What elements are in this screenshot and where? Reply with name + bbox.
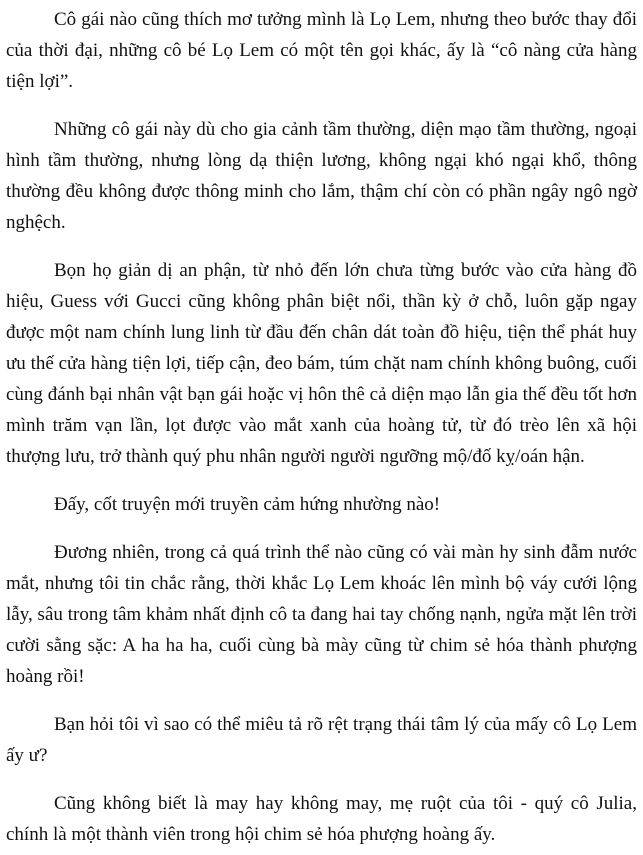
paragraph-4: Đấy, cốt truyện mới truyền cảm hứng nhường nào! xyxy=(54,494,441,515)
paragraph-5: Đương nhiên, trong cả quá trình thể nào cũng có vài màn hy sinh đẫm nước mắt, nhưng tôi tin chắc rằng, thời khắc Lọ Lem khoác lên mình bộ váy cưới lộng lẫy, sâu trong tâm khảm nhất định cô ta đang hai tay chống nạnh, ngửa mặt lên trời cười sằng sặc: A ha ha ha, cuối cùng bà mày cũng từ chim sẻ hóa thành phượng hoàng rồi! xyxy=(6,542,637,687)
paragraph-2: Những cô gái này dù cho gia cảnh tầm thường, diện mạo tầm thường, ngoại hình tầm thường, nhưng lòng dạ thiện lương, không ngại khó ngại khổ, thông thường đều không được thông minh cho lắm, thậm chí còn có phần ngây ngô ngờ nghệch. xyxy=(6,119,637,233)
paragraph-1: Cô gái nào cũng thích mơ tưởng mình là Lọ Lem, nhưng theo bước thay đổi của thời đại, những cô bé Lọ Lem có một tên gọi khác, ấy là “cô nàng cửa hàng tiện lợi”. xyxy=(6,9,637,92)
paragraph-3: Bọn họ giản dị an phận, từ nhỏ đến lớn chưa từng bước vào cửa hàng đồ hiệu, Guess với Gucci cũng không phân biệt nổi, thần kỳ ở chỗ, luôn gặp ngay được một nam chính lung linh từ đầu đến chân dát toàn đồ hiệu, tiện thể phát huy ưu thế cửa hàng tiện lợi, tiếp cận, đeo bám, túm chặt nam chính không buông, cuối cùng đánh bại nhân vật bạn gái hoặc vị hôn thê cả diện mạo lẫn gia thế đều tốt hơn mình trăm vạn lần, lọt được vào mắt xanh của hoàng tử, từ đó trèo lên xã hội thượng lưu, trở thành quý phu nhân người người ngưỡng mộ/đố kỵ/oán hận. xyxy=(6,260,637,467)
paragraph-6: Bạn hỏi tôi vì sao có thể miêu tả rõ rệt trạng thái tâm lý của mấy cô Lọ Lem ấy ư? xyxy=(6,714,637,766)
paragraph-7: Cũng không biết là may hay không may, mẹ ruột của tôi - quý cô Julia, chính là một thành viên trong hội chim sẻ hóa phượng hoàng ấy. xyxy=(6,793,637,845)
